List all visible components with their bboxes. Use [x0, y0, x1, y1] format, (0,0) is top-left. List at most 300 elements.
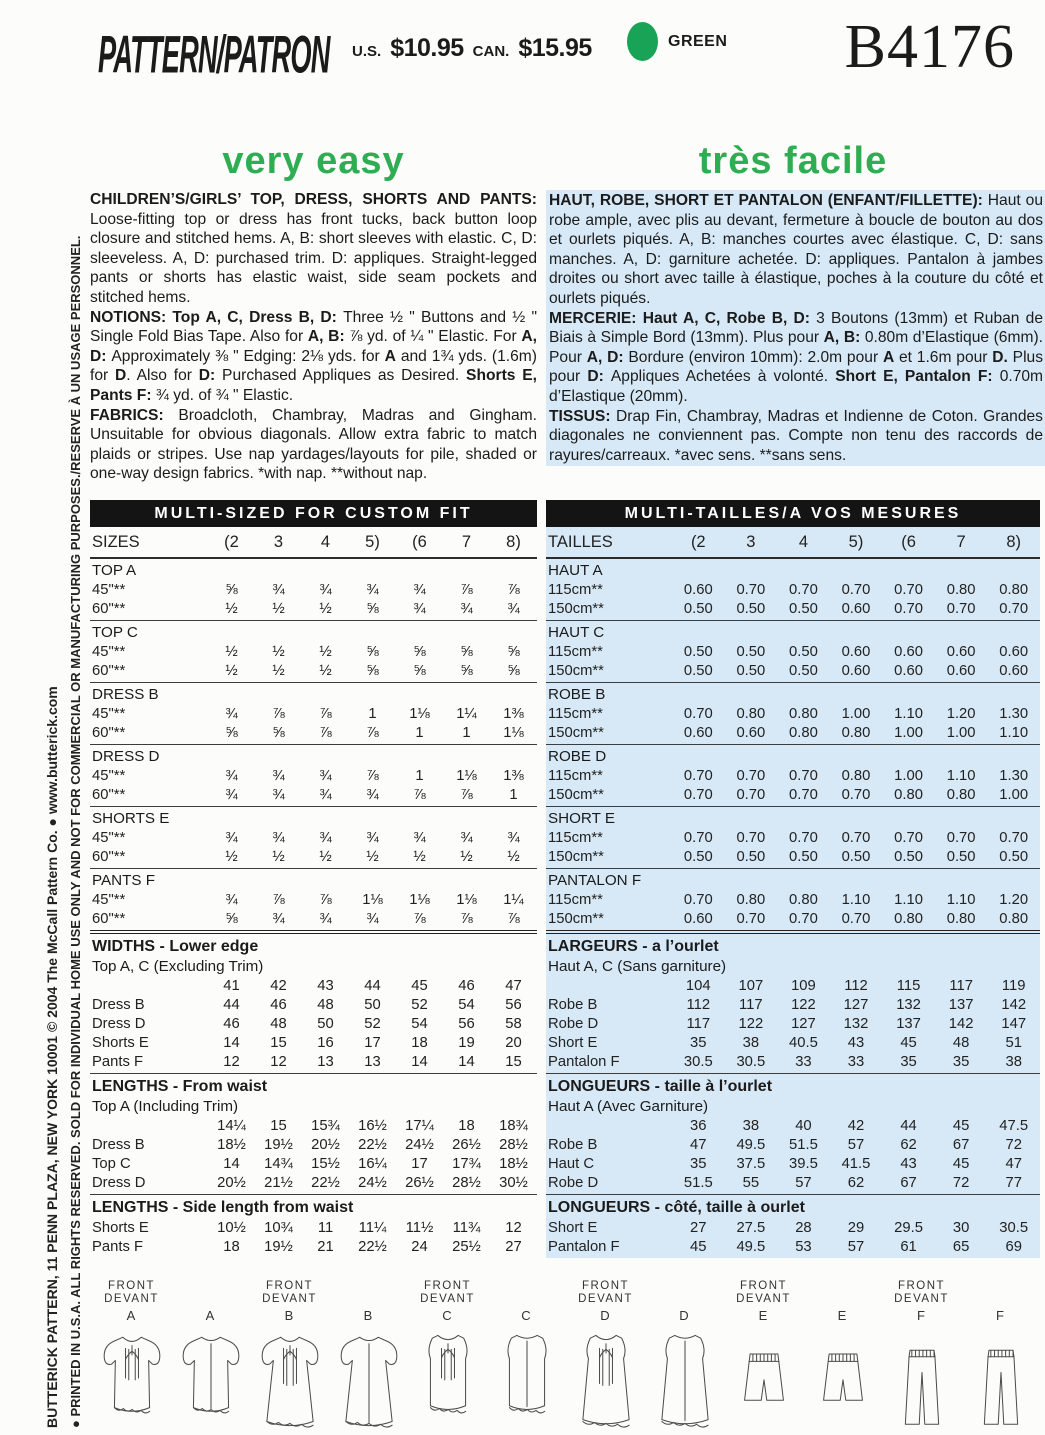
table-cell: 0.70	[789, 786, 818, 803]
table-cell: 0.70	[999, 600, 1029, 617]
table-cell: 27	[690, 1219, 707, 1236]
row-label: 45"**	[92, 829, 126, 846]
garment-group-name: ROBE D	[548, 748, 607, 765]
table-cell: 117	[949, 977, 973, 994]
yardage-row	[546, 642, 1040, 661]
table-cell: ¾	[413, 600, 426, 617]
yardage-row	[90, 580, 537, 599]
table-cell: 15	[505, 1053, 522, 1070]
table-cell: ¾	[366, 829, 379, 846]
table-cell: 0.50	[946, 848, 976, 865]
table-cell: 132	[896, 996, 921, 1013]
table-cell: 1.30	[999, 767, 1029, 784]
dress-front-drawing	[253, 1325, 327, 1431]
measure-section	[90, 1194, 537, 1258]
table-cell: 0.70	[683, 705, 713, 722]
measure-section-subhead: Haut A (Avec Garniture)	[548, 1098, 709, 1115]
yardage-row	[546, 661, 1040, 680]
row-label: 60"**	[92, 910, 126, 927]
bold-text-run: Short E, Pantalon F:	[835, 368, 1000, 386]
table-cell: 0.70	[736, 829, 766, 846]
table-cell: 17	[411, 1155, 428, 1172]
table-cell: 22½	[311, 1174, 340, 1191]
table-cell: 0.70	[841, 829, 871, 846]
table-cell: 1.30	[999, 705, 1029, 722]
table-cell: ⅞	[460, 910, 473, 927]
table-cell: 45	[900, 1034, 917, 1051]
yardage-group	[546, 682, 1040, 744]
table-cell: 46	[458, 977, 475, 994]
measure-row	[546, 995, 1040, 1014]
table-cell: 109	[791, 977, 816, 994]
table-cell: 1⅛	[503, 724, 524, 741]
text-run: 3 Boutons (13mm) et Ruban de Biais à Simple Bord (13mm). Plus pour	[549, 309, 1043, 347]
english-heading: very easy	[222, 140, 405, 182]
table-cell: 11	[317, 1219, 334, 1236]
measure-row	[546, 1116, 1040, 1135]
bold-text-run: MERCERIE: Haut A, C, Robe B, D:	[549, 309, 817, 327]
pants-back-drawing	[964, 1325, 1038, 1431]
row-label: Robe B	[548, 996, 598, 1013]
measure-row	[90, 1154, 537, 1173]
table-cell: 56	[505, 996, 522, 1013]
yardage-group	[90, 682, 537, 744]
sleeveless_top-front-drawing	[411, 1325, 485, 1431]
table-cell: 43	[317, 977, 334, 994]
measure-row	[90, 1014, 537, 1033]
measure-section-subhead: Haut A, C (Sans garniture)	[548, 958, 727, 975]
table-cell: 0.80	[789, 705, 818, 722]
measure-section	[546, 1194, 1040, 1258]
table-cell: 22½	[358, 1136, 387, 1153]
table-cell: 57	[847, 1136, 865, 1153]
table-cell: 15	[270, 1034, 287, 1051]
table-cell: ¾	[319, 786, 332, 803]
table-cell: 18	[458, 1117, 475, 1134]
garment-view-letter: E	[758, 1308, 769, 1323]
table-cell: 29.5	[894, 1219, 923, 1236]
french-paragraph-mercerie	[549, 309, 1043, 407]
garment-view-letter: A	[126, 1308, 137, 1323]
table-cell: 15	[270, 1117, 287, 1134]
table-cell: 0.70	[841, 910, 871, 927]
text-run: Bordure (environ 10mm): 2.0m pour	[628, 348, 883, 366]
bold-text-run: D:	[198, 367, 223, 385]
row-label: Pantalon F	[548, 1053, 620, 1070]
table-cell: ¾	[225, 786, 238, 803]
table-cell: 53	[795, 1238, 812, 1255]
table-cell: 51.5	[683, 1174, 713, 1191]
garment-group-name: HAUT C	[548, 624, 605, 641]
table-title-band: MULTI-TAILLES/A VOS MESURES	[546, 500, 1040, 527]
table-cell: 3	[273, 532, 284, 551]
measure-section-subhead: Top A (Including Trim)	[92, 1098, 239, 1115]
table-cell: 0.70	[683, 829, 713, 846]
garment-group-name: TOP C	[92, 624, 138, 641]
table-cell: 0.70	[894, 600, 923, 617]
front-devant-label: FRONT DEVANT	[894, 1280, 949, 1305]
table-cell: 21½	[264, 1174, 293, 1191]
table-cell: 54	[411, 1015, 428, 1032]
yardage-row	[90, 785, 537, 804]
table-cell: 25½	[452, 1238, 481, 1255]
table-cell: 122	[738, 1015, 764, 1032]
table-cell: 57	[795, 1174, 812, 1191]
bold-text-run: A	[384, 347, 396, 365]
table-cell: 0.60	[683, 581, 713, 598]
yardage-group	[90, 559, 537, 620]
row-label: Short E	[548, 1219, 598, 1236]
sleeveless_dress-front-drawing	[569, 1325, 643, 1431]
front-devant-label: FRONT DEVANT	[736, 1280, 791, 1305]
yardage-group	[546, 559, 1040, 620]
table-cell: 4	[798, 532, 809, 551]
text-run: et 1.6m pour	[894, 348, 993, 366]
table-cell: 0.70	[736, 767, 766, 784]
table-cell: 0.70	[789, 581, 818, 598]
table-cell: 0.50	[683, 662, 713, 679]
table-cell: 0.70	[946, 829, 976, 846]
garment-F-back-view	[961, 1280, 1040, 1435]
table-cell: 20½	[311, 1136, 340, 1153]
bold-text-run: A, B:	[823, 329, 865, 347]
measure-section	[90, 1073, 537, 1194]
table-cell: (6	[901, 532, 916, 551]
garment-E-front-view	[724, 1280, 803, 1435]
table-cell: 3	[746, 532, 756, 551]
table-cell: ⅞	[366, 724, 379, 741]
table-cell: 137	[896, 1015, 921, 1032]
table-cell: 112	[844, 977, 868, 994]
yardage-group	[546, 744, 1040, 806]
table-cell: 0.50	[841, 848, 871, 865]
yardage-row	[90, 661, 537, 680]
table-cell: 0.60	[999, 643, 1029, 660]
garment-view-letter: B	[363, 1308, 374, 1323]
table-cell: 30.5	[736, 1053, 766, 1070]
measure-row	[546, 1173, 1040, 1192]
row-label: 150cm**	[548, 600, 604, 617]
table-title-band: MULTI-SIZED FOR CUSTOM FIT	[90, 500, 537, 527]
front-devant-label: FRONT DEVANT	[420, 1280, 475, 1305]
table-cell: 54	[458, 996, 475, 1013]
measure-section-subhead: Top A, C (Excluding Trim)	[92, 958, 264, 975]
table-cell: 15½	[311, 1155, 340, 1172]
table-cell: 62	[847, 1174, 865, 1191]
table-cell: 142	[948, 1015, 974, 1032]
row-label: SIZES	[92, 532, 140, 551]
table-cell: 39.5	[789, 1155, 818, 1172]
table-cell: ½	[272, 848, 285, 865]
row-label: 45"**	[92, 767, 126, 784]
bold-text-run: A, B:	[307, 328, 350, 346]
us-label: U.S.	[352, 43, 382, 60]
sizes-row	[546, 527, 1040, 559]
yardage-row	[546, 909, 1040, 928]
yardage-group	[90, 868, 537, 930]
table-cell: 17	[364, 1034, 381, 1051]
table-cell: 24½	[358, 1174, 387, 1191]
table-cell: 0.50	[736, 848, 766, 865]
row-label: Robe B	[548, 1136, 598, 1153]
table-cell: 27	[505, 1238, 522, 1255]
text-run: 0.80m d’Elastique (6mm). Pour	[549, 329, 1043, 366]
table-cell: 1⅛	[456, 767, 477, 784]
table-cell: 7	[461, 532, 472, 551]
garment-view-letter: C	[521, 1308, 532, 1323]
table-cell: 0.80	[789, 724, 818, 741]
table-cell: 0.70	[841, 581, 871, 598]
table-cell: 104	[685, 977, 711, 994]
table-cell: 1	[415, 767, 424, 784]
garment-view-letter: C	[442, 1308, 453, 1323]
table-cell: 26½	[405, 1174, 434, 1191]
yardage-row	[546, 580, 1040, 599]
table-cell: 1.00	[894, 724, 923, 741]
table-cell: 18	[411, 1034, 428, 1051]
measure-section-heading: LARGEURS - a l’ourlet	[548, 937, 719, 955]
table-cell: 55	[742, 1174, 760, 1191]
row-label: TAILLES	[548, 532, 613, 551]
table-cell: ¾	[366, 581, 379, 598]
table-cell: 0.50	[789, 600, 818, 617]
table-cell: ⅞	[507, 581, 520, 598]
table-cell: 50	[317, 1015, 334, 1032]
table-cell: 0.80	[789, 891, 818, 908]
yardage-row	[546, 704, 1040, 723]
table-cell: 1	[462, 724, 471, 741]
measure-row	[90, 976, 537, 995]
table-cell: 65	[952, 1238, 970, 1255]
table-cell: 0.60	[841, 600, 871, 617]
table-cell: ½	[272, 643, 285, 660]
french-paragraph-description	[549, 191, 1043, 309]
table-cell: 0.80	[946, 581, 976, 598]
bold-text-run: A, D:	[586, 348, 629, 366]
text-run: 0.70m d’Elastique (20mm).	[549, 368, 1044, 405]
table-cell: 8)	[506, 532, 521, 551]
row-label: 150cm**	[548, 662, 604, 679]
table-cell: ⅞	[460, 786, 473, 803]
garment-group-name: SHORT E	[548, 810, 615, 827]
bold-text-run: A, D:	[90, 328, 537, 365]
us-price: $10.95	[390, 34, 464, 62]
table-cell: 28½	[452, 1174, 481, 1191]
yardage-group	[90, 806, 537, 868]
table-cell: 119	[1001, 977, 1026, 994]
color-name-label: GREEN	[668, 33, 728, 50]
table-cell: ¾	[272, 786, 285, 803]
garment-A-front-view	[92, 1280, 171, 1435]
row-label: 115cm**	[548, 705, 603, 722]
table-cell: 35	[690, 1155, 707, 1172]
yardage-row	[90, 599, 537, 618]
table-cell: ⅝	[225, 724, 238, 741]
table-cell: 1.10	[946, 767, 976, 784]
table-cell: 0.80	[894, 786, 923, 803]
table-cell: 11¾	[452, 1219, 481, 1236]
table-cell: 12	[505, 1219, 522, 1236]
measure-section	[546, 1073, 1040, 1194]
table-cell: ¾	[319, 581, 332, 598]
table-cell: ½	[319, 662, 332, 679]
table-cell: 0.80	[841, 767, 871, 784]
top-back-drawing	[174, 1325, 248, 1431]
table-cell: ½	[225, 848, 238, 865]
table-cell: 1.00	[999, 786, 1029, 803]
garment-view-letter: F	[996, 1308, 1005, 1323]
table-cell: 1.00	[894, 767, 923, 784]
french-size-table	[546, 500, 1040, 1258]
table-cell: 117	[739, 996, 763, 1013]
bold-text-run: Shorts E, Pants F:	[90, 367, 537, 404]
table-cell: ⅞	[460, 581, 473, 598]
row-label: Shorts E	[92, 1219, 149, 1236]
table-cell: 13	[364, 1053, 381, 1070]
table-cell: 56	[458, 1015, 475, 1032]
sidebar-imprint-rights: ● PRINTED IN U.S.A. ALL RIGHTS RESERVED. SOLD FOR INDIVIDUAL HOME USE ONLY AND NOT FOR COMMERCIAL OR MANUFACTURING PURPOSES./RESERVE À UN USAGE PERSONNEL.	[68, 235, 83, 1428]
table-cell: ¾	[507, 600, 520, 617]
row-label: 115cm**	[548, 643, 603, 660]
measure-section	[90, 930, 537, 1073]
table-cell: 46	[270, 996, 287, 1013]
row-label: Pants F	[92, 1238, 143, 1255]
bold-text-run: D.	[992, 348, 1008, 366]
table-cell: 14	[223, 1034, 240, 1051]
table-cell: 18	[223, 1238, 240, 1255]
table-cell: 1.10	[841, 891, 871, 908]
table-cell: 47.5	[999, 1117, 1029, 1134]
table-cell: 17¾	[452, 1155, 481, 1172]
garment-C-back-view	[487, 1280, 566, 1435]
table-cell: 19½	[264, 1238, 293, 1255]
table-cell: ⅞	[366, 767, 379, 784]
table-cell: ⅝	[272, 724, 285, 741]
table-cell: 72	[1005, 1136, 1022, 1153]
table-cell: 1	[415, 724, 424, 741]
table-cell: 132	[843, 1015, 869, 1032]
yardage-row	[90, 642, 537, 661]
table-cell: ⅞	[272, 891, 285, 908]
yardage-row	[546, 890, 1040, 909]
row-label: 45"**	[92, 891, 126, 908]
text-run: Drap Fin, Chambray, Madras et Indienne de Coton. Grandes diagonales ne conviennent pas. Compte non tenu des raccords de rayures/carreaux. *avec sens. **sans sens.	[549, 407, 1043, 464]
table-cell: 37.5	[736, 1155, 766, 1172]
table-cell: 1¼	[456, 705, 477, 722]
table-cell: 18½	[217, 1136, 246, 1153]
measure-row	[546, 1033, 1040, 1052]
table-cell: 0.70	[789, 910, 818, 927]
table-cell: 44	[900, 1117, 917, 1134]
table-cell: 0.70	[736, 581, 766, 598]
garment-group-name: PANTALON F	[548, 872, 642, 889]
table-cell: ⅝	[366, 600, 379, 617]
table-cell: 0.50	[683, 643, 713, 660]
table-cell: ½	[272, 600, 285, 617]
table-cell: 49.5	[736, 1238, 766, 1255]
table-cell: 12	[270, 1053, 287, 1070]
table-cell: ¾	[272, 910, 285, 927]
table-cell: 0.70	[736, 786, 766, 803]
table-cell: 1⅛	[409, 705, 430, 722]
table-cell: 38	[742, 1034, 760, 1051]
table-cell: 69	[1005, 1238, 1022, 1255]
row-label: Pantalon F	[548, 1238, 620, 1255]
yardage-row	[546, 723, 1040, 742]
table-cell: 62	[900, 1136, 917, 1153]
table-cell: 48	[952, 1034, 970, 1051]
measure-section-heading: LENGTHS - From waist	[92, 1077, 268, 1095]
table-cell: 42	[270, 977, 287, 994]
table-cell: ¾	[413, 829, 426, 846]
english-description	[90, 190, 537, 484]
table-cell: 1⅛	[456, 891, 477, 908]
table-cell: ¾	[413, 581, 426, 598]
french-paragraph-tissus	[549, 407, 1043, 466]
row-label: 150cm**	[548, 910, 604, 927]
table-cell: 24	[411, 1238, 428, 1255]
table-cell: 42	[847, 1117, 865, 1134]
table-cell: ⅝	[366, 662, 379, 679]
measure-row	[90, 1116, 537, 1135]
table-cell: 112	[686, 996, 711, 1013]
table-cell: 7	[956, 532, 966, 551]
row-label: 115cm**	[548, 581, 603, 598]
garment-C-front-view	[408, 1280, 487, 1435]
garment-group-name: TOP A	[92, 562, 137, 579]
table-cell: 51	[1005, 1034, 1022, 1051]
sleeveless_dress-back-drawing	[648, 1325, 722, 1431]
table-cell: 46	[223, 1015, 240, 1032]
english-paragraph-description	[90, 190, 537, 308]
table-cell: 0.60	[841, 643, 871, 660]
table-cell: 17¼	[405, 1117, 434, 1134]
row-label: Pants F	[92, 1053, 143, 1070]
measure-section-heading: WIDTHS - Lower edge	[92, 937, 259, 955]
bold-text-run: FABRICS:	[90, 406, 179, 424]
yardage-row	[90, 847, 537, 866]
yardage-row	[90, 828, 537, 847]
table-cell: 0.70	[789, 767, 818, 784]
french-description	[546, 190, 1045, 466]
table-cell: 36	[690, 1117, 707, 1134]
bold-text-run: D:	[587, 368, 611, 386]
table-cell: 1⅜	[503, 705, 524, 722]
table-cell: 45	[411, 977, 428, 994]
dress-back-drawing	[332, 1325, 406, 1431]
table-cell: 1⅛	[362, 891, 383, 908]
bold-text-run: A	[882, 348, 895, 366]
table-cell: 47	[690, 1136, 707, 1153]
table-cell: 0.70	[894, 829, 923, 846]
table-cell: 0.70	[789, 829, 818, 846]
table-cell: 13	[317, 1053, 334, 1070]
table-cell: ½	[413, 848, 426, 865]
table-cell: 0.50	[999, 848, 1029, 865]
row-label: Shorts E	[92, 1034, 149, 1051]
pattern-number: B4176	[844, 13, 1015, 81]
table-cell: 0.80	[946, 786, 976, 803]
table-cell: 20	[505, 1034, 522, 1051]
table-cell: 21	[317, 1238, 334, 1255]
measure-row	[546, 1237, 1040, 1256]
text-run: Three ½ " Buttons and ½ " Single Fold Bias Tape. Also for	[90, 308, 538, 346]
front-devant-label: FRONT DEVANT	[578, 1280, 633, 1305]
table-cell: 14¾	[264, 1155, 293, 1172]
table-cell: 35	[690, 1034, 707, 1051]
table-cell: 10¾	[264, 1219, 293, 1236]
table-cell: 49.5	[736, 1136, 766, 1153]
